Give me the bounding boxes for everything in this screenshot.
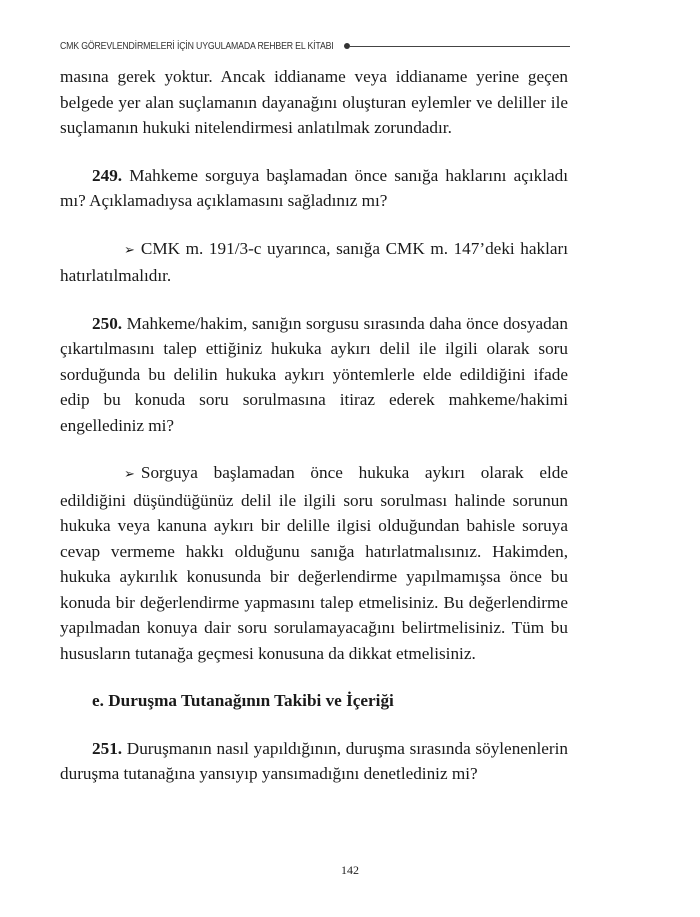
- running-header: [60, 38, 570, 54]
- question-250-number: 250.: [92, 313, 123, 333]
- question-249-number: 249.: [92, 165, 123, 185]
- question-249: [60, 163, 568, 214]
- question-251: [60, 736, 568, 787]
- answer-250-text: Sorguya başlamadan önce hukuka aykırı olarak elde edildiğini düşündüğünüz delil ile ilgili soru sorulması halinde sorunun hukuka veya kanuna aykırı bir delille ilgisi olduğundan bahisle soruya cevap vermeme hakkı olduğunu sanığa hatırlatmalısınız. Hakimden, hukuka aykırılık konusunda bir değerlendirme yapılmamışsa önce bu konuda bir değerlendirme yapmasını talep etmelisiniz. Bu değerlendirme yapılmadan konuya dair soru sorulamayacağını belirtmelisiniz. Tüm bu hususların tutanağa geçmesi konusuna da dikkat etmelisiniz.: [60, 463, 568, 663]
- paragraph-gap: [60, 438, 568, 460]
- question-249-text: Mahkeme sorguya başlamadan önce sanığa haklarını açıkladı mı? Açıklamadıysa açıklamasını sağladınız mı?: [60, 165, 568, 210]
- answer-249-text: CMK m. 191/3-c uyarınca, sanığa CMK m. 147’deki hakları hatırlatılmalıdır.: [60, 238, 568, 285]
- paragraph-gap: [60, 714, 568, 736]
- question-251-text: Duruşmanın nasıl yapıldığının, duruşma sırasında söylenenlerin duruşma tutanağına yansıyıp yansımadığını denetlediniz mi?: [60, 738, 569, 783]
- question-250: [60, 311, 568, 439]
- question-251-number: 251.: [92, 738, 123, 758]
- header-rule-line: [350, 46, 570, 47]
- paragraph-gap: [60, 214, 568, 236]
- section-heading: e. Duruşma Tutanağının Takibi ve İçeriği: [92, 691, 394, 710]
- paragraph-gap: [60, 666, 568, 688]
- intro-paragraph: masına gerek yoktur. Ancak iddianame veya iddianame yerine geçen belgede yer alan suçlamanın dayanağını oluşturan eylemler ve deliller ile suçlamanın hukuki nitelendirmesi anlatılmak zorundadır.: [60, 67, 568, 137]
- paragraph-gap: [60, 141, 568, 163]
- answer-249: [60, 236, 568, 289]
- running-header-title: CMK GÖREVLENDİRMELERİ İÇİN UYGULAMADA REHBER EL KİTABI: [60, 40, 334, 52]
- answer-250: [60, 460, 568, 666]
- page-number: 142: [341, 863, 359, 877]
- page-body: [60, 64, 568, 787]
- arrow-bullet-icon: ➢: [124, 242, 135, 258]
- question-250-text: Mahkeme/hakim, sanığın sorgusu sırasında daha önce dosyadan çıkartılmasını talep ettiğiniz hukuka aykırı delil ile ilgili olarak soru sorduğunda bu delilin hukuka aykırı yöntemlerle elde edildiğini ifade edip bu konuda soru sorulmasına itiraz ederek mahkeme/hakimi engellediniz mi?: [60, 313, 568, 435]
- paragraph-gap: [60, 289, 568, 311]
- arrow-bullet-icon: ➢: [124, 467, 135, 482]
